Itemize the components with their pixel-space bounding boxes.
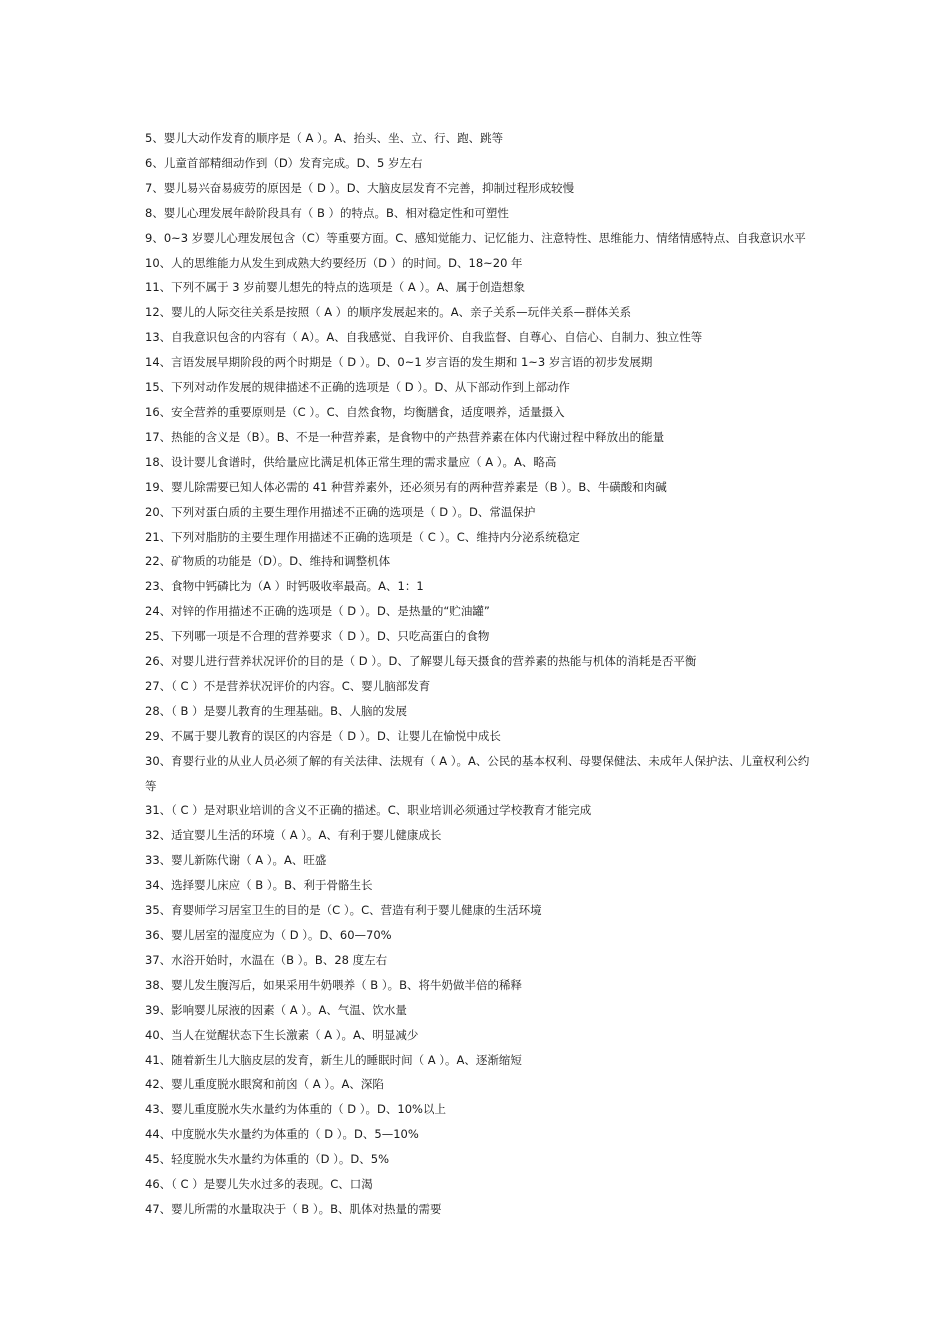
question-item: 15、下列对动作发展的规律描述不正确的选项是（ D ）。D、从下部动作到上部动作 — [145, 380, 570, 395]
question-item: 21、下列对脂肪的主要生理作用描述不正确的选项是（ C ）。C、维持内分泌系统稳定 — [145, 529, 580, 544]
question-item: 40、当人在觉醒状态下生长激素（ A ）。A、明显减少 — [145, 1027, 419, 1042]
question-item: 31、（ C ）是对职业培训的含义不正确的描述。C、职业培训必须通过学校教育才能完成 — [145, 803, 592, 818]
question-item: 47、婴儿所需的水量取决于（ B ）。B、肌体对热量的需要 — [145, 1201, 442, 1216]
question-item: 26、对婴儿进行营养状况评价的目的是（ D ）。D、了解婴儿每天摄食的营养素的热能与机体的消耗是否平衡 — [145, 654, 697, 669]
question-item: 6、儿童首部精细动作到（D）发育完成。D、5 岁左右 — [145, 155, 423, 170]
question-item: 14、言语发展早期阶段的两个时期是（ D ）。D、0~1 岁言语的发生期和 1~3 岁言语的初步发展期 — [145, 355, 653, 370]
question-item: 32、适宜婴儿生活的环境（ A ）。A、有利于婴儿健康成长 — [145, 828, 442, 843]
question-item: 33、婴儿新陈代谢（ A ）。A、旺盛 — [145, 853, 327, 868]
question-item: 20、下列对蛋白质的主要生理作用描述不正确的选项是（ D ）。D、常温保护 — [145, 504, 536, 519]
question-item: 35、育婴师学习居室卫生的目的是（C ）。C、营造有利于婴儿健康的生活环境 — [145, 903, 542, 918]
question-item: 19、婴儿除需要已知人体必需的 41 种营养素外，还必须另有的两种营养素是（B ）。B、牛磺酸和肉碱 — [145, 479, 667, 494]
question-item: 9、0~3 岁婴儿心理发展包含（C）等重要方面。C、感知觉能力、记忆能力、注意特性、思维能力、情绪情感特点、自我意识水平 — [145, 230, 806, 245]
question-item: 16、安全营养的重要原则是（C ）。C、自然食物，均衡膳食，适度喂养，适量摄入 — [145, 404, 565, 419]
question-item: 34、选择婴儿床应（ B ）。B、利于骨骼生长 — [145, 878, 373, 893]
question-item: 23、食物中钙磷比为（A ）时钙吸收率最高。A、1：1 — [145, 579, 424, 594]
question-item: 11、下列不属于 3 岁前婴儿想先的特点的选项是（ A ）。A、属于创造想象 — [145, 280, 526, 295]
question-item: 30、育婴行业的从业人员必须了解的有关法律、法规有（ A ）。A、公民的基本权利、母婴保健法、未成年人保护法、儿童权利公约等 — [145, 753, 810, 793]
question-item: 18、设计婴儿食谱时，供给量应比满足机体正常生理的需求量应（ A ）。A、略高 — [145, 454, 557, 469]
question-item: 28、（ B ）是婴儿教育的生理基础。B、人脑的发展 — [145, 703, 407, 718]
question-item: 17、热能的含义是（B）。B、不是一种营养素，是食物中的产热营养素在体内代谢过程中释放出的能量 — [145, 429, 665, 444]
question-item: 37、水浴开始时，水温在（B ）。B、28 度左右 — [145, 952, 388, 967]
question-item: 29、不属于婴儿教育的误区的内容是（ D ）。D、让婴儿在愉悦中成长 — [145, 728, 501, 743]
question-item: 24、对锌的作用描述不正确的选项是（ D ）。D、是热量的“贮油罐” — [145, 604, 490, 619]
question-item: 41、随着新生儿大脑皮层的发育，新生儿的睡眠时间（ A ）。A、逐渐缩短 — [145, 1052, 522, 1067]
question-item: 44、中度脱水失水量约为体重的（ D ）。D、5—10% — [145, 1127, 419, 1142]
question-item: 25、下列哪一项是不合理的营养要求（ D ）。D、只吃高蛋白的食物 — [145, 629, 490, 644]
question-list — [145, 126, 813, 1222]
question-item: 8、婴儿心理发展年龄阶段具有（ B ）的特点。B、相对稳定性和可塑性 — [145, 205, 509, 220]
question-item: 42、婴儿重度脱水眼窝和前囟（ A ）。A、深陷 — [145, 1077, 384, 1092]
question-item: 7、婴儿易兴奋易疲劳的原因是（ D ）。D、大脑皮层发育不完善，抑制过程形成较慢 — [145, 180, 575, 195]
question-item: 13、自我意识包含的内容有（ A）。A、自我感觉、自我评价、自我监督、自尊心、自信心、自制力、独立性等 — [145, 330, 703, 345]
question-item: 39、影响婴儿尿液的因素（ A ）。A、气温、饮水量 — [145, 1002, 407, 1017]
question-item: 12、婴儿的人际交往关系是按照（ A ）的顺序发展起来的。A、亲子关系—玩伴关系—群体关系 — [145, 305, 632, 320]
question-item: 45、轻度脱水失水量约为体重的（D ）。D、5% — [145, 1152, 389, 1167]
question-item: 27、（ C ）不是营养状况评价的内容。C、婴儿脑部发育 — [145, 678, 431, 693]
question-item: 5、婴儿大动作发育的顺序是（ A ）。A、抬头、坐、立、行、跑、跳等 — [145, 131, 504, 145]
question-item: 36、婴儿居室的湿度应为（ D ）。D、60—70% — [145, 928, 392, 942]
question-item: 46、（ C ）是婴儿失水过多的表现。C、口渴 — [145, 1177, 373, 1192]
question-item: 38、婴儿发生腹泻后，如果采用牛奶喂养（ B ）。B、将牛奶做半倍的稀释 — [145, 977, 522, 992]
question-item: 22、矿物质的功能是（D）。D、维持和调整机体 — [145, 554, 391, 569]
question-item: 43、婴儿重度脱水失水量约为体重的（ D ）。D、10%以上 — [145, 1102, 446, 1117]
question-item: 10、人的思维能力从发生到成熟大约要经历（D ）的时间。D、18~20 年 — [145, 255, 523, 270]
